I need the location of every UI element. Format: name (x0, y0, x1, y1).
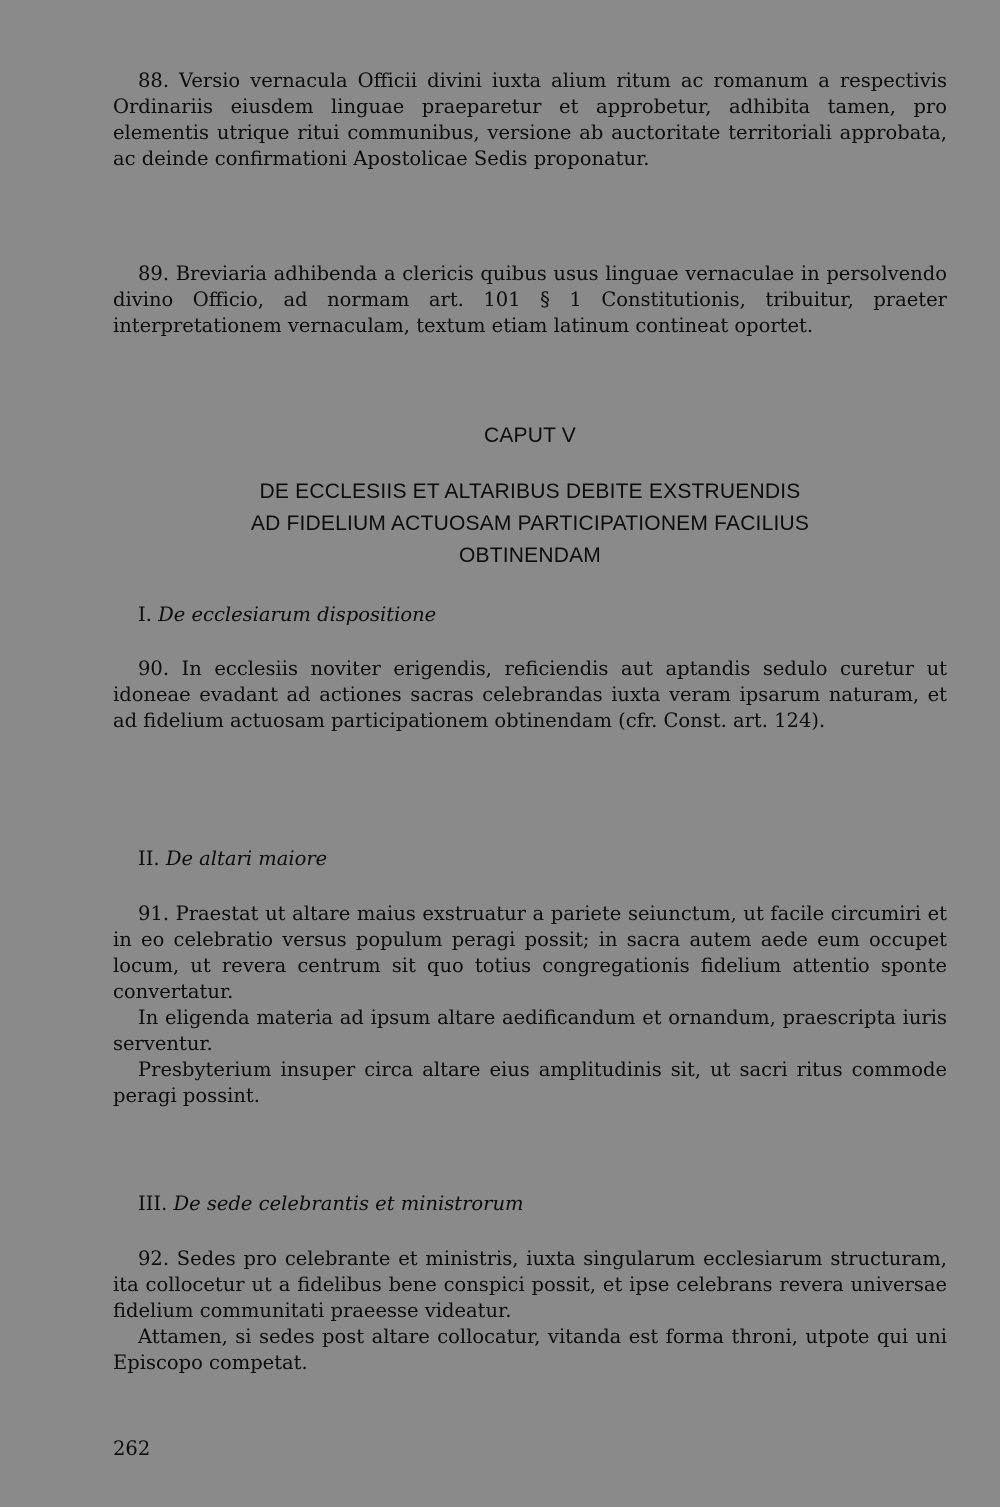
paragraph-92 (113, 1246, 947, 1376)
paragraph-90-text: 90. In ecclesiis noviter erigendis, reficiendis aut aptandis sedulo curetur ut idoneae evadant ad actiones sacras celebrandas iuxta veram ipsarum naturam, et ad fidelium actuosam participationem obtinendam (cfr. Const. art. 124). (113, 657, 947, 732)
paragraph-91-part-1: 91. Praestat ut altare maius exstruatur a pariete seiunctum, ut facile circumiri et in eo celebratio versus populum peragi possit; in sacra autem aede eum occupet locum, ut revera centrum sit quo totius congregationis fidelium attentio sponte convertatur. (113, 902, 947, 1003)
page-number: 262 (113, 1437, 151, 1460)
chapter-title-line: DE ECCLESIIS ET ALTARIBUS DEBITE EXSTRUENDIS (259, 480, 801, 503)
paragraph-92-part-2: Attamen, si sedes post altare collocatur, vitanda est forma throni, utpote qui uni Episcopo competat. (113, 1325, 947, 1374)
chapter-title (173, 476, 887, 572)
section-numeral: III. (138, 1192, 168, 1215)
section-numeral: I. (138, 603, 152, 626)
chapter-title-line: AD FIDELIUM ACTUOSAM PARTICIPATIONEM FACILIUS (250, 512, 810, 535)
paragraph-91 (113, 901, 947, 1109)
paragraph-91-part-2: In eligenda materia ad ipsum altare aedificandum et ornandum, praescripta iuris serventur. (113, 1006, 947, 1055)
paragraph-90 (113, 656, 947, 734)
paragraph-91-part-3: Presbyterium insuper circa altare eius amplitudinis sit, ut sacri ritus commode peragi possint. (113, 1058, 947, 1107)
paragraph-89-text: 89. Breviaria adhibenda a clericis quibus usus linguae vernaculae in persolvendo divino Officio, ad normam art. 101 § 1 Constitutionis, tribuitur, praeter interpretationem vernaculam, textum etiam latinum contineat oportet. (113, 262, 947, 337)
section-title: De sede celebrantis et ministrorum (173, 1192, 524, 1215)
chapter-number: CAPUT V (483, 424, 577, 447)
document-page (113, 0, 947, 1507)
section-heading-2 (138, 846, 327, 872)
paragraph-89 (113, 261, 947, 339)
section-heading-1 (138, 602, 436, 628)
section-title: De altari maiore (165, 847, 328, 870)
section-numeral: II. (138, 847, 160, 870)
paragraph-88 (113, 68, 947, 172)
section-heading-3 (138, 1191, 524, 1217)
paragraph-88-text: 88. Versio vernacula Officii divini iuxta alium ritum ac romanum a respectivis Ordinariis eiusdem linguae praeparetur et approbetur, adhibita tamen, pro elementis utrique ritui communibus, versione ab auctoritate territoriali approbata, ac deinde confirmationi Apostolicae Sedis proponatur. (113, 69, 947, 170)
section-title: De ecclesiarum dispositione (158, 603, 437, 626)
chapter-title-line: OBTINENDAM (458, 544, 601, 567)
paragraph-92-part-1: 92. Sedes pro celebrante et ministris, iuxta singularum ecclesiarum structuram, ita collocetur ut a fidelibus bene conspici possit, et ipse celebrans revera universae fidelium communitati praeesse videatur. (113, 1247, 947, 1322)
